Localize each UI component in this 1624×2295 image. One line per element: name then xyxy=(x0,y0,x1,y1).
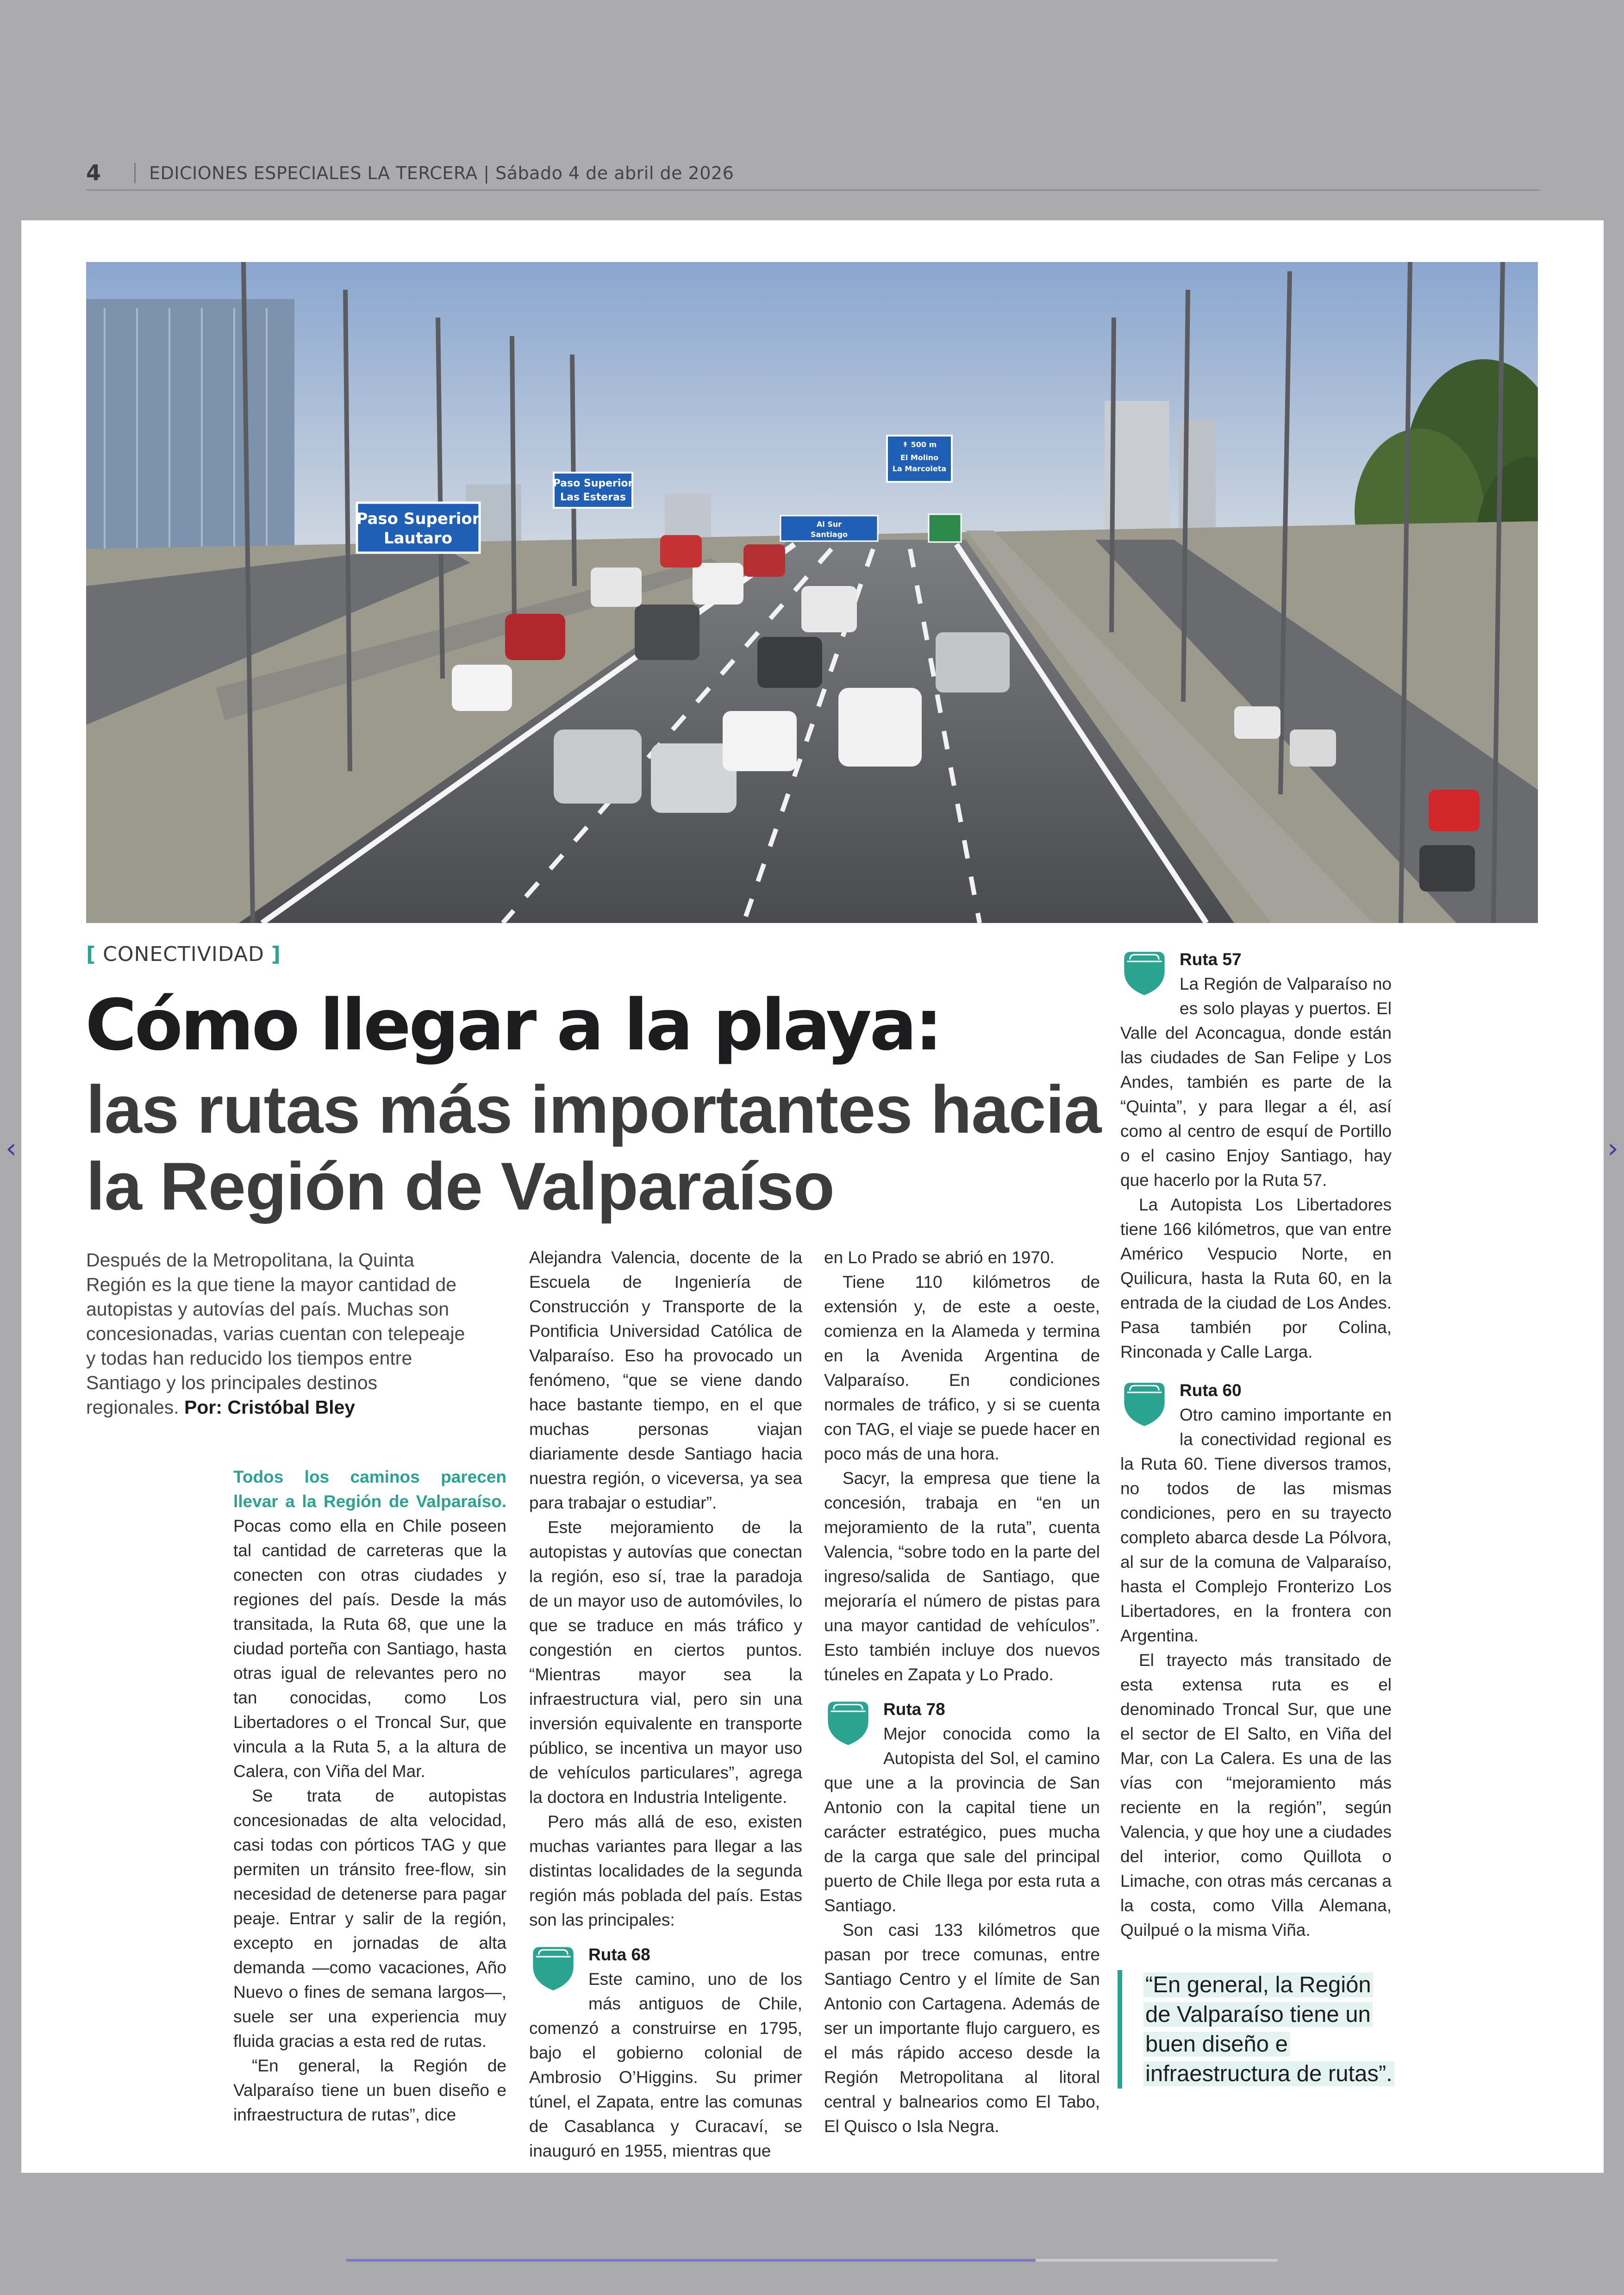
body-column-3 xyxy=(824,1245,1100,2139)
route-title: Ruta 78 xyxy=(883,1700,945,1719)
road-sign-gantry xyxy=(781,514,961,542)
bracket-open: [ xyxy=(86,942,96,966)
paragraph: en Lo Prado se abrió en 1970. xyxy=(824,1248,1055,1267)
route-shield-icon xyxy=(1120,949,1168,997)
road-sign-las-esteras xyxy=(553,473,633,508)
pull-quote xyxy=(1118,1970,1395,2089)
lede xyxy=(86,1248,470,1420)
paragraph-text: Este camino, uno de los más antiguos de Chile, comenzó a construirse en 1795, bajo el gobierno colonial de Ambrosio O’Higgins. Su primer túnel, el Zapata, entre las comunas de Casablanca y Curacaví, se inauguró en 1955, mientras que xyxy=(529,1970,802,2160)
svg-text:Paso Superior: Paso Superior xyxy=(356,510,480,528)
pull-quote-text: “En general, la Región de Valparaíso tiene un buen diseño e infraestructura de rutas”. xyxy=(1143,1972,1394,2086)
header-divider xyxy=(134,163,136,183)
paragraph-text: Pocas como ella en Chile poseen tal cantidad de carreteras que la conecten con otras ciudades y regiones del país. Desde la más transitada, la Ruta 68, que une la ciudad porteña con Santiago, hasta otras igual de relevantes pero no tan conocidas, como Los Libertadores o el Troncal Sur, que vincula a la Ruta 5, a la altura de Calera, con Viña del Mar. xyxy=(233,1516,506,1781)
chevron-left-icon[interactable]: ‹ xyxy=(6,1132,17,1165)
subheadline: las rutas más importantes hacia la Región de Valparaíso xyxy=(86,1072,1101,1224)
svg-text:La Marcoleta: La Marcoleta xyxy=(892,464,947,473)
paragraph: “En general, la Región de Valparaíso tiene un buen diseño e infraestructura de rutas”, dice xyxy=(233,2056,506,2124)
route-shield-icon xyxy=(529,1944,577,1992)
route-shield-icon xyxy=(824,1699,872,1747)
svg-text:Al Sur: Al Sur xyxy=(816,520,842,529)
body-column-1 xyxy=(233,1465,506,2127)
kicker: Todos los caminos parecen llevar a la Región de Valparaíso. xyxy=(233,1467,506,1511)
route-title: Ruta 60 xyxy=(1180,1381,1242,1400)
route-title: Ruta 68 xyxy=(588,1945,650,1964)
paragraph: Se trata de autopistas concesionadas de alta velocidad, casi todas con pórticos TAG y que permiten un tránsito free-flow, sin necesidad de detenerse para pagar peaje. Entrar y salir de la región, excepto en jornadas de alta demanda —como vacaciones, Año Nuevo o fines de semana largos—, suele ser una experiencia muy fluida gracias a esta red de rutas. xyxy=(233,1786,506,2051)
newspaper-page xyxy=(21,220,1604,2173)
running-header xyxy=(86,160,1540,191)
page-number: 4 xyxy=(86,160,101,185)
route-title: Ruta 57 xyxy=(1180,950,1242,969)
route-section-78 xyxy=(824,1697,1100,1918)
svg-text:Las Esteras: Las Esteras xyxy=(560,492,626,503)
byline: Por: Cristóbal Bley xyxy=(184,1397,356,1418)
paragraph: Pero más allá de eso, existen muchas variantes para llegar a las distintas localidades de la segunda región más poblada del país. Estas son las principales: xyxy=(529,1812,802,1929)
reading-progress-bar[interactable] xyxy=(346,2259,1278,2262)
svg-text:↟ 500 m: ↟ 500 m xyxy=(902,440,937,449)
paragraph: Este mejoramiento de la autopistas y autovías que conectan la región, eso sí, trae la paradoja de un mayor uso de automóviles, lo que se traduce en más tráfico y congestión en ciertos puntos. “Mientras mayor sea la infraestructura vial, pero sin una inversión equivalente en transporte público, se incentiva un mayor uso de vehículos particulares”, agrega la doctora en Industria Inteligente. xyxy=(529,1518,802,1807)
paragraph: Sacyr, la empresa que tiene la concesión, trabaja en “en un mejoramiento de la ruta”, cuenta Valencia, “sobre todo en la parte del ingreso/salida de Santiago, que mejoraría el número de pistas para una mayor cantidad de vehículos”. Esto también incluye dos nuevos túneles en Zapata y Lo Prado. xyxy=(824,1469,1100,1684)
road-sign-el-molino xyxy=(887,436,952,482)
publication-line: EDICIONES ESPECIALES LA TERCERA | Sábado 4 de abril de 2026 xyxy=(149,163,734,183)
route-shield-icon xyxy=(1120,1380,1168,1428)
paragraph: El trayecto más transitado de esta extensa ruta es el denominado Troncal Sur, que une el sector de El Salto, en Viña del Mar, con La Calera. Es una de las vías con “mejoramiento más reciente en la región”, según Valencia, y que hoy une a ciudades del interior, como Quillota o Limache, con otras más cercanas a la costa, como Villa Alemana, Quilpué o la misma Viña. xyxy=(1120,1651,1392,1940)
reading-progress-fill xyxy=(346,2259,1036,2262)
paragraph: La Autopista Los Libertadores tiene 166 kilómetros, que van entre Américo Vespucio Norte, en Quilicura, hasta la Ruta 60, en la entrada de la ciudad de Los Andes. Pasa también por Colina, Rinconada y Calle Larga. xyxy=(1120,1195,1392,1361)
lede-text: Después de la Metropolitana, la Quinta Región es la que tiene la mayor cantidad de autopistas y autovías del país. Muchas son concesionadas, varias cuentan con telepeaje y todas han reducido los tiempos entre Santiago y los principales destinos regionales. xyxy=(86,1249,465,1418)
paragraph-text: La Región de Valparaíso no es solo playas y puertos. El Valle del Aconcagua, donde están las ciudades de San Felipe y Los Andes, también es parte de la “Quinta”, y para llegar a él, así como al centro de esquí de Portillo o el casino Enjoy Santiago, hay que hacerlo por la Ruta 57. xyxy=(1120,974,1392,1190)
svg-text:Paso Superior: Paso Superior xyxy=(553,478,633,489)
bracket-close: ] xyxy=(271,942,281,966)
paragraph-text: Mejor conocida como la Autopista del Sol, el camino que une a la provincia de San Antonio con la capital tiene un carácter estratégico, pues mucha de la carga que sale del principal puerto de Chile llega por esta ruta a Santiago. xyxy=(824,1724,1100,1915)
body-column-4 xyxy=(1120,947,1392,1942)
route-section-68 xyxy=(529,1942,802,2163)
paragraph: Son casi 133 kilómetros que pasan por trece comunas, entre Santiago Centro y el límite de San Antonio con Cartagena. Además de ser un importante flujo carguero, es el más rápido acceso desde la Región Metropolitana al litoral central y balnearios como El Tabo, El Quisco o Isla Negra. xyxy=(824,1921,1100,2136)
svg-text:Lautaro: Lautaro xyxy=(383,529,453,548)
highway-photo xyxy=(86,262,1538,923)
body-column-2 xyxy=(529,1245,802,2163)
route-section-60 xyxy=(1120,1378,1392,1648)
section-label: CONECTIVIDAD xyxy=(103,942,264,966)
svg-text:El Molino: El Molino xyxy=(900,453,939,462)
paragraph: Tiene 110 kilómetros de extensión y, de este a oeste, comienza en la Alameda y termina en la Avenida Argentina de Valparaíso. En condiciones normales de tráfico, y si se cuenta con TAG, el viaje se puede hacer en poco más de una hora. xyxy=(824,1272,1100,1463)
paragraph: Alejandra Valencia, docente de la Escuela de Ingeniería de Construcción y Transporte de la Pontificia Universidad Católica de Valparaíso. Eso ha provocado un fenómeno, “que se viene dando hace bastante tiempo, en el que muchas personas viajan diariamente desde Santiago hacia nuestra región, o viceversa, ya sea para trabajar o estudiar”. xyxy=(529,1248,802,1512)
section-tag xyxy=(86,942,281,966)
chevron-right-icon[interactable]: › xyxy=(1607,1132,1618,1165)
road-sign-lautaro xyxy=(356,503,480,553)
headline: Cómo llegar a la playa: xyxy=(85,984,941,1066)
svg-text:Santiago: Santiago xyxy=(810,530,848,539)
paragraph xyxy=(233,1465,506,1784)
highway-illustration xyxy=(86,262,1538,923)
paragraph-text: Otro camino importante en la conectividad regional es la Ruta 60. Tiene diversos tramos, no todos de las mismas condiciones, pero en su trayecto completo abarca desde La Pólvora, al sur de la comuna de Valparaíso, hasta el Complejo Fronterizo Los Libertadores, en la frontera con Argentina. xyxy=(1120,1405,1392,1645)
route-section-57 xyxy=(1120,947,1392,1192)
